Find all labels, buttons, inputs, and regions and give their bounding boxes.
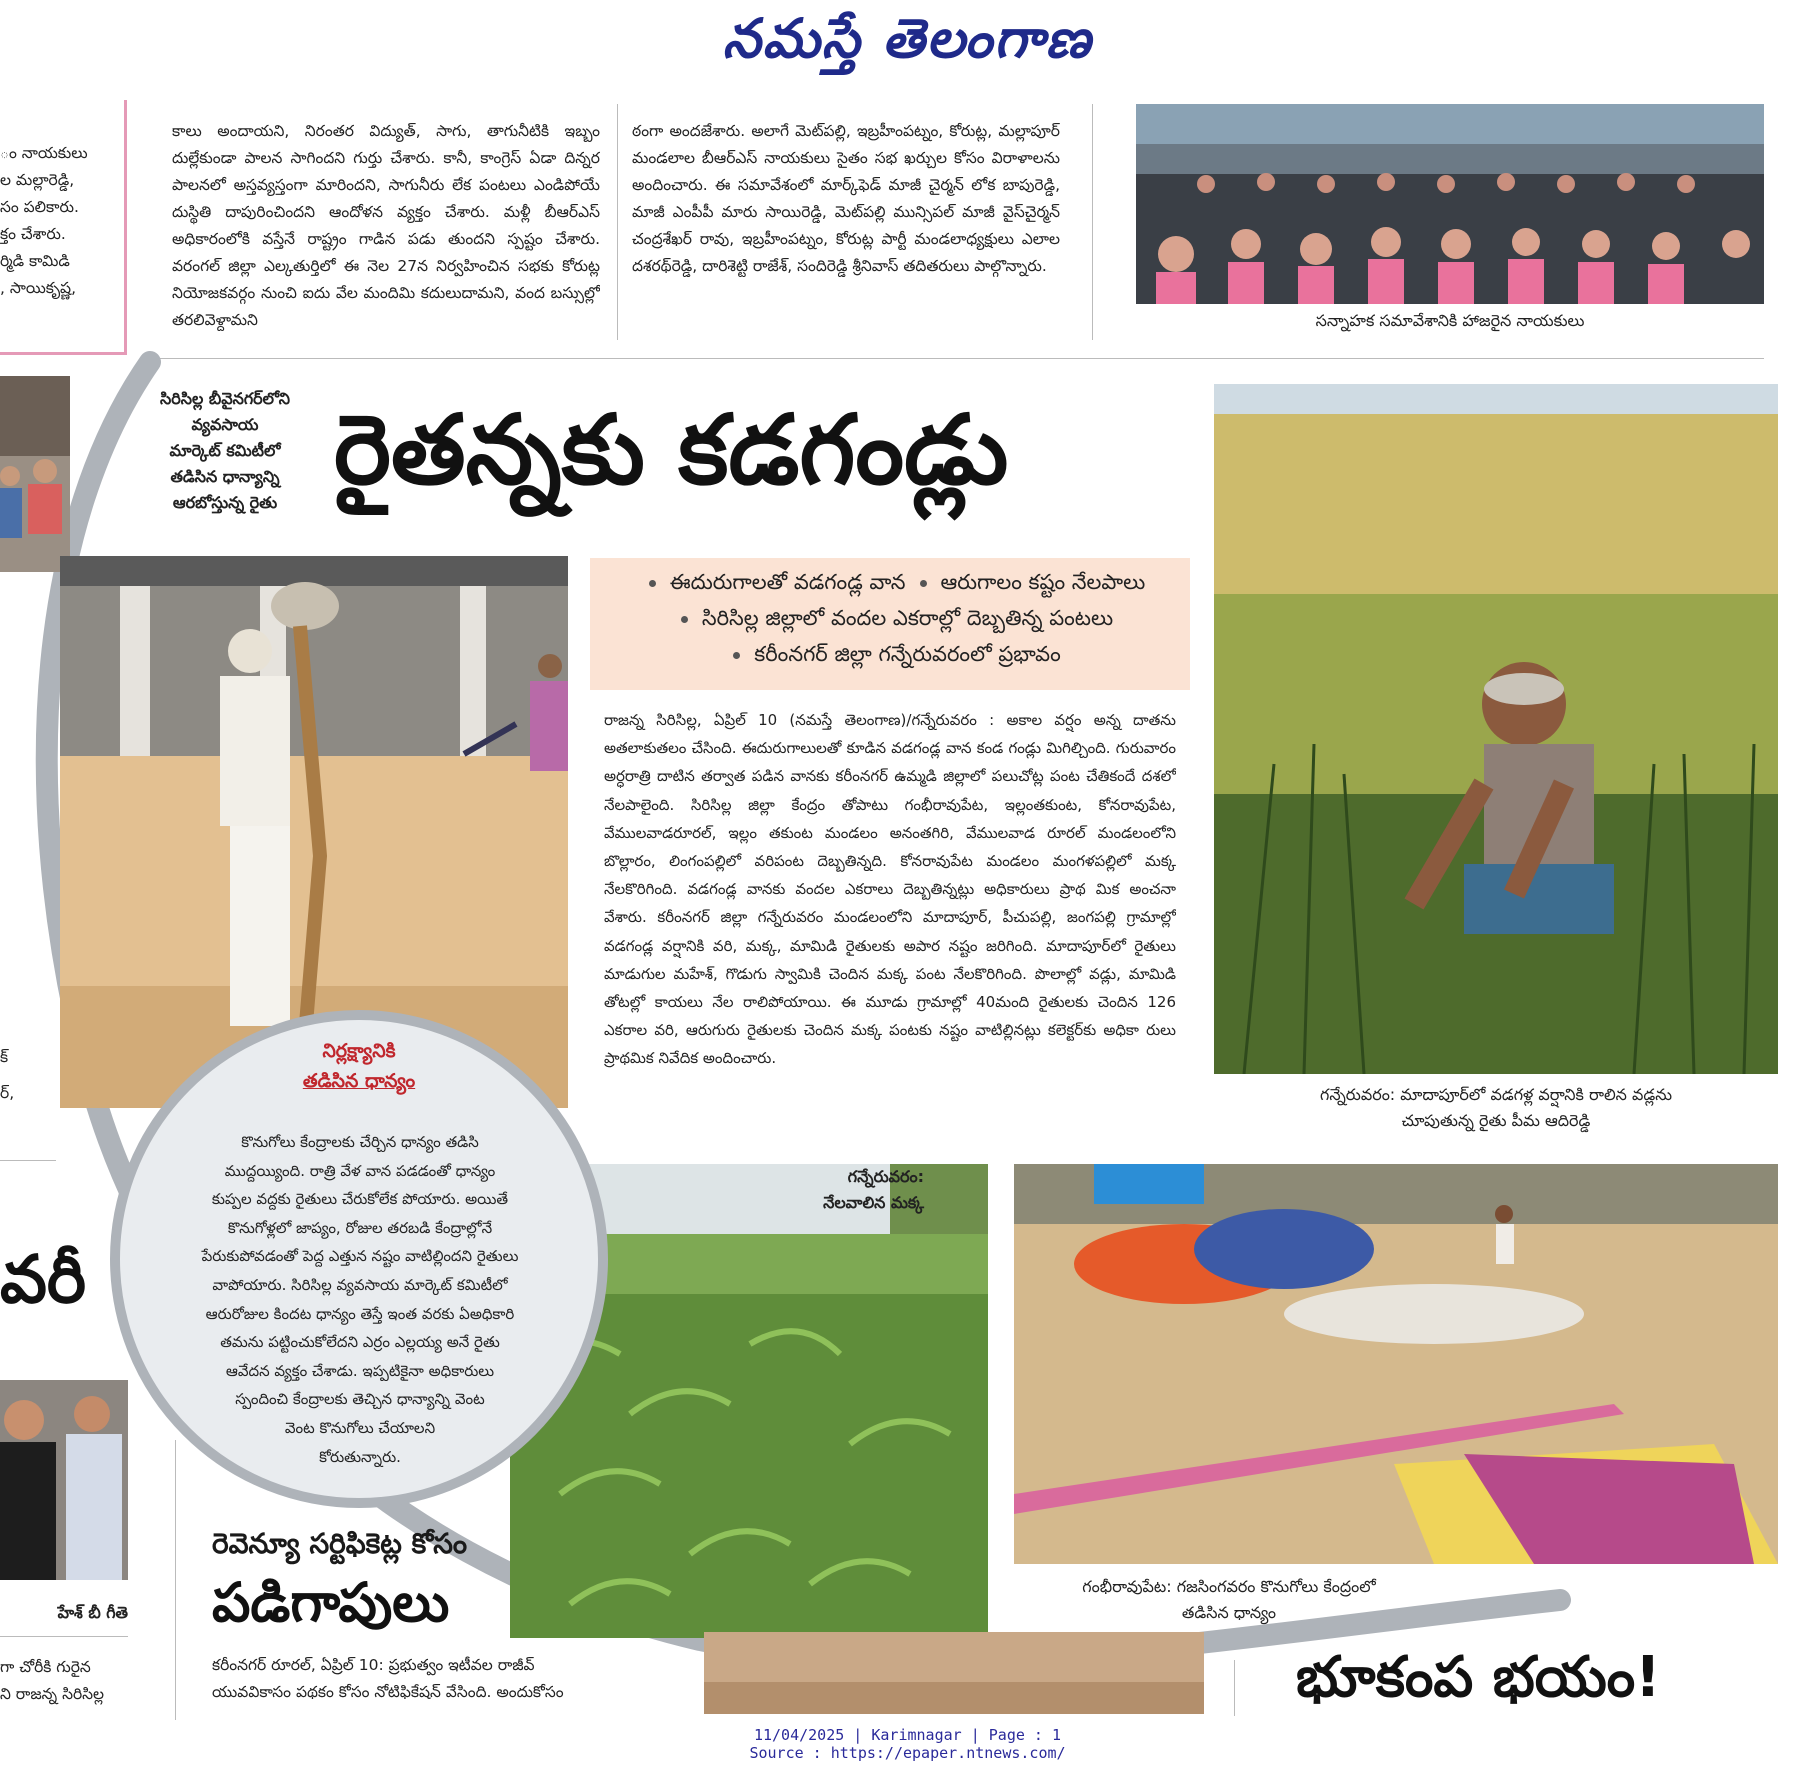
- side-caption-line: సిరిసిల్ల బీవైనగర్‌లోని: [160, 389, 290, 408]
- revenue-headline: పడిగాపులు: [212, 1571, 450, 1634]
- top-story-col2: ఠంగా అందజేశారు. అలాగే మెట్‌పల్లి, ఇబ్రహీంపట్నం, కోరుట్ల, మల్లాపూర్ మండలాల బీఆర్ఎస్ నాయకులు సైతం సభ ఖర్చుల కోసం విరాళాలను అందించారు. ఈ సమావేశంలో మార్క్‌ఫెడ్ మాజీ చైర్మన్ లోక బాపురెడ్డి, మాజీ ఎంపీపీ మారు సాయిరెడ్డి, మెట్‌పల్లి మున్సిపల్ మాజీ వైస్‌చైర్మన్ చంద్రశేఖర్ రావు, ఇబ్రహీంపట్నం, కోరుట్ల పార్టీ మండలాధ్యక్షులు ఎలాల దశరథ్‌రెడ్డి, దారిశెట్టి రాజేశ్, సందిరెడ్డి శ్రీనివాస్ తదితరులు పాల్గొన్నారు.: [632, 122, 1060, 275]
- caption-line: గంభీరావుపేట: గజసింగవరం కొనుగోలు కేంద్రంలో: [1082, 1577, 1376, 1596]
- fragment-line: ం నాయకులు: [0, 144, 88, 162]
- section-divider: [0, 1160, 56, 1161]
- fragment-line: గా చోరీకి గురైన: [0, 1658, 91, 1676]
- column-divider: [175, 1440, 176, 1720]
- fragment-line: , సాయికృష్ణ,: [0, 279, 77, 297]
- circle-line: వాపోయారు. సిరిసిల్ల వ్యవసాయ మార్కెట్ కమిటీలో: [212, 1275, 508, 1294]
- caption-line: గన్నేరువరం: మాదాపూర్‌లో వడగళ్ల వర్షానికి రాలిన వడ్లను: [1320, 1085, 1672, 1104]
- circle-line: ఆరురోజుల కిందట ధాన్యం తెస్తే ఇంత వరకు ఏఅధికారి: [205, 1304, 515, 1323]
- footer-source-link[interactable]: Source : https://epaper.ntnews.com/: [749, 1744, 1066, 1762]
- paddy-farmer-photo: [1214, 384, 1778, 1074]
- fragment-line: ని రాజన్న సిరిసిల్ల: [0, 1685, 105, 1703]
- bullet-icon: [733, 652, 740, 659]
- circle-line: కొనుగోలు కేంద్రాలకు చేర్చిన ధాన్యం తడిసి: [241, 1133, 479, 1151]
- highlight-row: [590, 564, 1190, 600]
- wet-grain-caption: [1014, 1574, 1444, 1626]
- side-caption-line: తడిసిన ధాన్యాన్ని: [170, 467, 280, 486]
- highlights-box: [590, 558, 1190, 690]
- paddy-photo-caption: [1214, 1082, 1778, 1134]
- youth-photo: [0, 1380, 128, 1580]
- left-edge-photo: [0, 376, 70, 572]
- highlight-text: ఈదురుగాలతో వడగండ్ల వాన: [669, 570, 906, 594]
- circle-line: కొనుగోళ్లలో జాప్యం, రోజుల తరబడి కేంద్రాల్లోనే: [227, 1218, 493, 1237]
- highlight-row: [590, 636, 1190, 672]
- highlight-row: [590, 600, 1190, 636]
- caption-line: చూపుతున్న రైతు పీమ ఆదిరెడ్డి: [1401, 1111, 1591, 1130]
- circle-title-line: నిర్లక్ష్యానికి: [322, 1040, 396, 1062]
- side-caption-line: మార్కెట్ కమిటీలో: [169, 441, 281, 460]
- side-caption-line: ఆరబోస్తున్న రైతు: [172, 493, 278, 512]
- footer: [0, 1726, 1815, 1762]
- circle-line: కోరుతున్నారు.: [319, 1447, 401, 1466]
- side-caption: [140, 386, 310, 516]
- maize-caption: [744, 1164, 924, 1216]
- lower-left-bottom-text: [0, 1654, 128, 1708]
- caption-line: గన్నేరువరం:: [847, 1167, 924, 1186]
- caption-line: తడిసిన ధాన్యం: [1181, 1603, 1277, 1622]
- bottom-field-photo: [704, 1632, 1204, 1714]
- body-line: కరీంనగర్ రూరల్, ఏప్రిల్ 10: ప్రభుత్వం ఇటీవల రాజీవ్: [212, 1656, 535, 1674]
- footer-date-line: 11/04/2025 | Karimnagar | Page : 1: [753, 1726, 1062, 1744]
- circle-title-line: తడిసిన ధాన్యం: [302, 1070, 416, 1092]
- caption-line: నేలవాలిన మక్క: [823, 1193, 924, 1212]
- highlight-text: కరీంనగర్ జిల్లా గన్నేరువరంలో ప్రభావం: [754, 642, 1061, 666]
- highlight-text: ఆరుగాలం కష్టం నేలపాలు: [940, 570, 1146, 594]
- revenue-kicker: రెవెన్యూ సర్టిఫికెట్ల కోసం: [212, 1527, 468, 1560]
- body-line: యువవికాసం పథకం కోసం నోటిఫికేషన్ వేసింది. అందుకోసం: [212, 1683, 564, 1701]
- main-headline: రైతన్నకు కడగండ్లు: [334, 394, 1009, 506]
- bullet-icon: [920, 580, 927, 587]
- wet-grain-photo: [1014, 1164, 1778, 1564]
- fragment-line: ర్మిడి కామిడి: [0, 252, 70, 270]
- column-divider: [1234, 1660, 1235, 1716]
- circle-line: ముద్దయ్యింది. రాత్రి వేళ వాన పడడంతో ధాన్యం: [224, 1161, 496, 1180]
- circle-line: పేరుకుపోవడంతో పెద్ద ఎత్తున నష్టం వాటిల్లిందని రైతులు: [201, 1247, 519, 1266]
- circle-line: స్పందించి కేంద్రాలకు తెచ్చిన ధాన్యాన్ని వెంట: [235, 1390, 485, 1409]
- main-story-body: రాజన్న సిరిసిల్ల, ఏప్రిల్ 10 (నమస్తే తెలంగాణ)/గన్నేరువరం : అకాల వర్షం అన్న దాతను అతలాకుతలం చేసింది. ఈదురుగాలులతో కూడిన వడగండ్ల వాన కండ గండ్లు మిగిల్చింది. గురువారం అర్ధరాత్రి దాటిన తర్వాత పడిన వానకు కరీంనగర్ ఉమ్మడి జిల్లాలో పలుచోట్ల పంట చేతికందే దశలో నేలపాలైంది. సిరిసిల్ల జిల్లా కేంద్రం తోపాటు గంభీరావుపేట, ఇల్లంతకుంట, కోనరావుపేట, వేములవాడరూరల్, ఇల్లం తకుంట మండలం అనంతగిరి, వేములవాడ రూరల్ మండలంలోని బొల్లారం, లింగంపల్లిలో వరిపంట దెబ్బతిన్నది. కోనరావుపేట మండలం మంగళపల్లిలో మక్క నేలకొరిగింది. వడగండ్ల వానకు వందల ఎకరాలు దెబ్బతిన్నట్లు అధికారులు ప్రాథ మిక అంచనా వేశారు. కరీంనగర్ జిల్లా గన్నేరువరం మండలంలోని మాదాపూర్, పీచుపల్లి, జంగపల్లి గ్రామాల్లో వడగండ్ల వర్షానికి వరి, మక్క, మామిడి రైతులకు అపార నష్టం జరిగింది. మాదాపూర్‌లో రైతులు మాడుగుల మహేశ్, గొడుగు స్వామికి చెందిన మక్క పంట నేలకొరిగింది. పొలాల్లో వడ్లు, మామిడి తోటల్లో కాయలు నేల రాలిపోయాయి. ఈ మూడు గ్రామాల్లో 40మంది రైతులకు చెందిన 126 ఎకరాల వరి, ఆరుగురు రైతులకు చెందిన మక్క పంటకు నష్టం వాటిల్లినట్లు కలెక్టర్‌కు అధికా రులు ప్రాథమిక నివేదిక అందించారు.: [604, 711, 1176, 1068]
- meeting-photo-caption: సన్నాహక సమావేశానికి హాజరైన నాయకులు: [1315, 311, 1585, 330]
- fragment-line: క్తం చేశారు.: [0, 225, 66, 243]
- masthead: నమస్తే తెలంగాణ: [722, 6, 1093, 70]
- lower-left-headline-fragment: వరీ: [0, 1241, 87, 1318]
- bullet-icon: [681, 616, 688, 623]
- fragment-line: ర్,: [0, 1084, 15, 1102]
- fragment-line: ల మల్లారెడ్డి,: [0, 171, 75, 189]
- revenue-body: [212, 1652, 642, 1706]
- circle-line: ఆవేదన వ్యక్తం చేశాడు. ఇప్పటికైనా అధికారులు: [225, 1361, 495, 1380]
- section-divider: [0, 1636, 128, 1637]
- circle-body: [150, 1128, 570, 1471]
- circle-title: [240, 1036, 478, 1096]
- circle-line: తమను పట్టించుకోలేదని ఎర్రం ఎల్లయ్య అనే రైతు: [220, 1333, 500, 1352]
- side-caption-line: వ్యవసాయ: [191, 415, 259, 434]
- highlight-text: సిరిసిల్ల జిల్లాలో వందల ఎకరాల్లో దెబ్బతిన్న పంటలు: [701, 606, 1114, 630]
- fragment-line: సం పలికారు.: [0, 198, 79, 216]
- bullet-icon: [649, 580, 656, 587]
- fragment-line: క్: [0, 1048, 9, 1066]
- circle-line: కుప్పల వద్దకు రైతులు చేరుకోలేక పోయారు. అయితే: [211, 1190, 509, 1209]
- circle-line: వెంట కొనుగోలు చేయాలని: [284, 1418, 436, 1437]
- quake-headline: భూకంప భయం!: [1296, 1645, 1661, 1710]
- youth-photo-caption: హేశ్ బీ గీతె: [57, 1603, 128, 1622]
- top-story-col1: కాలు అందాయని, నిరంతర విద్యుత్, సాగు, తాగునీటికి ఇబ్బం దుల్లేకుండా పాలన సాగిందని గుర్తు చేశారు. కానీ, కాంగ్రెస్ ఏడా దిన్నర పాలనలో అస్తవ్యస్తంగా మారిందని, సాగునీరు లేక పంటలు ఎండిపోయే దుస్థితి దాపురించిందని ఆందోళన వ్యక్తం చేశారు. మళ్లీ బీఆర్ఎస్ అధికారంలోకి వస్తేనే రాష్ట్రం గాడిన పడు తుందని స్పష్టం చేశారు. వరంగల్ జిల్లా ఎల్కతుర్తిలో ఈ నెల 27న నిర్వహించిన సభకు కోరుట్ల నియోజకవర్గం నుంచి ఐదు వేల మందిమి కదులుదామని, వంద బస్సుల్లో తరలివెళ్దామని: [172, 122, 600, 329]
